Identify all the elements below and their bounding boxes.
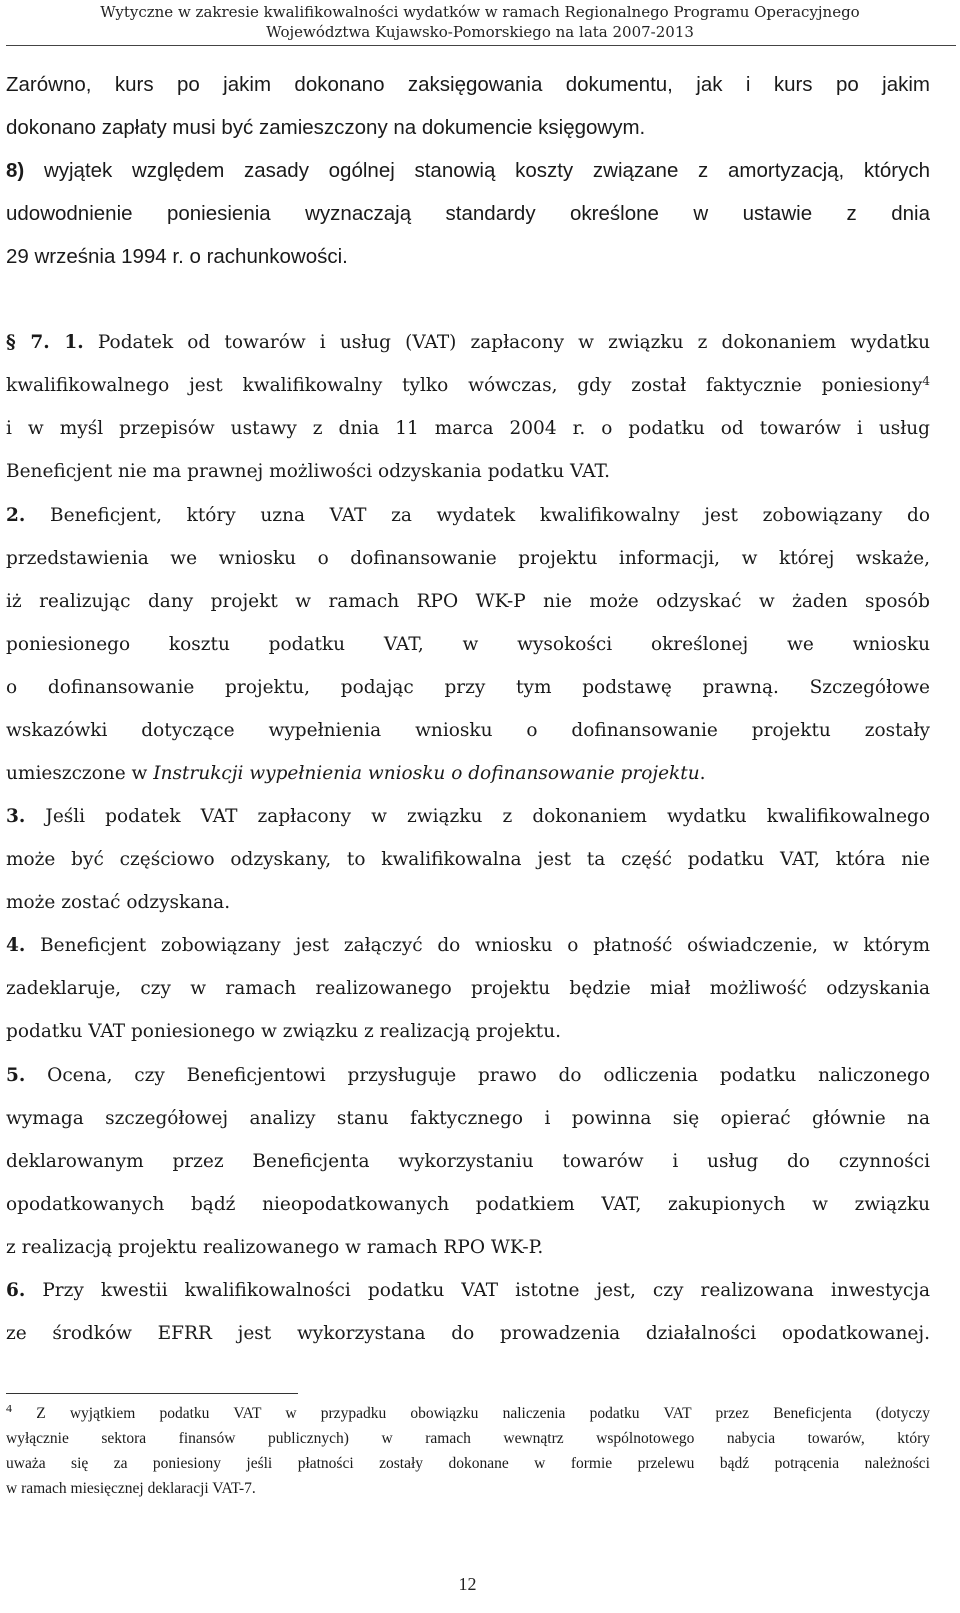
section-7-p4-line-1 [6,935,930,956]
section-7-p1-line-4: Beneficjent nie ma prawnej możliwości odzyskania podatku VAT. [6,461,610,482]
section-7-p3-text-1: Jeśli podatek VAT zapłacony w związku z dokonaniem wydatku kwalifikowalnego [25,806,930,827]
point-3-number: 3. [6,806,26,827]
intro-line-2: dokonano zapłaty musi być zamieszczony na dokumencie księgowym. [6,116,646,139]
point-8-line-3: 29 września 1994 r. o rachunkowości. [6,245,348,268]
section-mark: § [6,332,16,353]
section-7-p5-line-4: opodatkowanych bądź nieopodatkowanych podatkiem VAT, zakupionych w związku [6,1194,930,1215]
point-8-line-1 [6,159,930,183]
point-8-text: wyjątek względem zasady ogólnej stanowią koszty związane z amortyzacją, których [24,159,930,182]
section-7-p4-line-3: podatku VAT poniesionego w związku z realizacją projektu. [6,1021,562,1042]
footnote-line-1 [6,1405,930,1423]
section-7-p2-line-3: iż realizując dany projekt w ramach RPO WK-P nie może odzyskać w żaden sposób [6,591,930,612]
section-7-p3-line-2: może być częściowo odzyskany, to kwalifikowalna jest ta część podatku VAT, która nie [6,849,930,870]
footnote-text-1: Z wyjątkiem podatku VAT w przypadku obowiązku naliczenia podatku VAT przez Beneficjenta (dotyczy [12,1405,930,1422]
intro-line-1: Zarówno, kurs po jakim dokonano zaksięgowania dokumentu, jak i kurs po jakim [6,73,930,96]
section-7-p2-text-7a: umieszczone w [6,763,154,784]
section-7-p5-line-5: z realizacją projektu realizowanego w ramach RPO WK-P. [6,1237,544,1258]
section-7-p5-line-3: deklarowanym przez Beneficjenta wykorzystaniu towarów i usług do czynności [6,1151,930,1172]
section-7-p4-text-1: Beneficjent zobowiązany jest załączyć do wniosku o płatność oświadczenie, w którym [25,935,930,956]
footnote-divider [6,1393,298,1394]
section-number: 7. 1. [15,332,84,353]
point-4-number: 4. [6,935,26,956]
section-7-p2-line-2: przedstawienia we wniosku o dofinansowanie projektu informacji, w której wskaże, [6,548,930,569]
section-7-p5-line-2: wymaga szczegółowej analizy stanu faktycznego i powinna się opierać głównie na [6,1108,930,1129]
section-7-p6-line-2: ze środków EFRR jest wykorzystana do prowadzenia działalności opodatkowanej. [6,1323,930,1344]
section-7-p6-line-1 [6,1280,930,1301]
section-7-p4-line-2: zadeklaruje, czy w ramach realizowanego projektu będzie miał możliwość odzyskania [6,978,930,999]
header-title-line-1: Wytyczne w zakresie kwalifikowalności wydatków w ramach Regionalnego Programu Operacyjnego [100,3,860,21]
point-5-number: 5. [6,1065,26,1086]
header-title-line-2: Województwa Kujawsko-Pomorskiego na lata 2007-2013 [266,23,694,41]
footnote-line-2: wyłącznie sektora finansów publicznych) w ramach wewnątrz wspólnotowego nabycia towarów, który [6,1430,930,1447]
section-7-p2-line-5: o dofinansowanie projektu, podając przy tym podstawę prawną. Szczegółowe [6,677,930,698]
section-7-p3-line-3: może zostać odzyskana. [6,892,231,913]
section-7-p1-text-1: Podatek od towarów i usług (VAT) zapłacony w związku z dokonaniem wydatku [83,332,930,353]
section-7-p1-text-2: kwalifikowalnego jest kwalifikowalny tylko wówczas, gdy został faktycznie poniesiony [6,375,923,396]
section-7-p2-line-7 [6,763,930,784]
point-2-number: 2. [6,505,26,526]
page-number: 12 [458,1574,477,1594]
section-7-p1-line-3: i w myśl przepisów ustawy z dnia 11 marca 2004 r. o podatku od towarów i usług [6,418,930,439]
section-7-p2-line-4: poniesionego kosztu podatku VAT, w wysokości określonej we wniosku [6,634,930,655]
section-7-p6-text-1: Przy kwestii kwalifikowalności podatku VAT istotne jest, czy realizowana inwestycja [25,1280,930,1301]
section-7-p2-text-1: Beneficjent, który uzna VAT za wydatek kwalifikowalny jest zobowiązany do [25,505,930,526]
section-7-p2-line-6: wskazówki dotyczące wypełnienia wniosku o dofinansowanie projektu zostały [6,720,930,741]
footnote-reference: 4 [922,375,930,388]
section-7-p1-line-2 [6,375,930,396]
section-7-p2-text-7b: . [699,763,706,784]
header-divider [6,45,956,46]
footnote-line-3: uważa się za poniesiony jeśli płatności zostały dokonane w formie przelewu bądź potrącenia należności [6,1455,930,1472]
point-8-line-2: udowodnienie poniesienia wyznaczają standardy określone w ustawie z dnia [6,202,930,225]
section-7-p5-line-1 [6,1065,930,1086]
footnote-mark: 4 [6,1405,12,1415]
point-8-number: 8) [6,159,25,182]
section-7-p3-line-1 [6,806,930,827]
section-7-p5-text-1: Ocena, czy Beneficjentowi przysługuje prawo do odliczenia podatku naliczonego [25,1065,930,1086]
point-6-number: 6. [6,1280,26,1301]
instruction-title: Instrukcji wypełnienia wniosku o dofinansowanie projektu [153,763,700,784]
section-7-p1-line-1 [6,332,930,353]
document-header [0,2,960,42]
footnote-line-4: w ramach miesięcznej deklaracji VAT-7. [6,1480,256,1497]
section-7-p2-line-1 [6,505,930,526]
